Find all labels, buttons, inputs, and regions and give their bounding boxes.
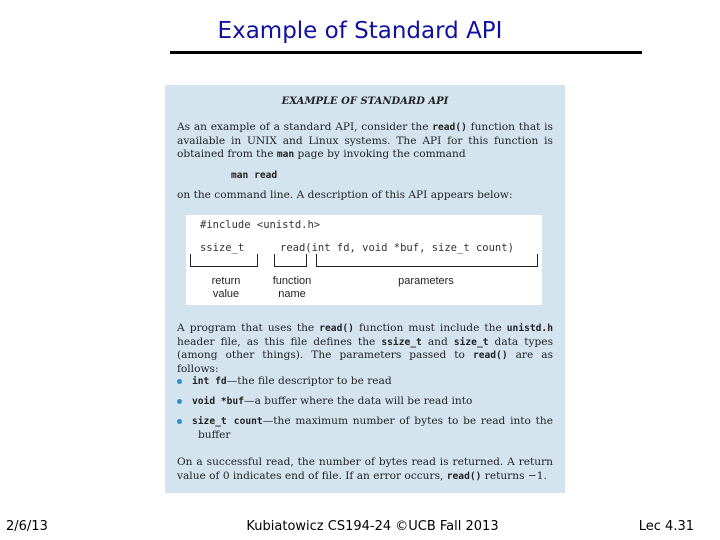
after-command-text: on the command line. A description of this API appears below: xyxy=(177,189,513,201)
return-paragraph xyxy=(177,456,553,483)
text: page by invoking the command xyxy=(294,148,466,160)
code-inline: void *buf xyxy=(192,396,244,407)
header-paragraph xyxy=(177,322,553,376)
text: are as follows: xyxy=(177,349,554,375)
text: returns −1. xyxy=(481,469,547,482)
label-line: name xyxy=(278,288,306,300)
api-signature-figure xyxy=(186,215,542,305)
code-inline: read() xyxy=(446,470,482,482)
label-line: return xyxy=(211,275,241,287)
code-inline: ssize_t xyxy=(381,336,422,348)
bullet-icon xyxy=(177,399,182,404)
text: header file, as this file defines the xyxy=(177,335,382,348)
text: A program that uses the xyxy=(177,322,320,334)
bullet-item xyxy=(177,415,553,442)
bullet-text: —a buffer where the data will be read into xyxy=(243,395,473,407)
bullet-item xyxy=(177,395,553,409)
code-inline: size_t xyxy=(453,336,489,348)
footer-lecture-number: Lec 4.31 xyxy=(638,519,694,534)
function-label xyxy=(262,275,322,301)
footer-course: Kubiatowicz CS194-24 ©UCB Fall 2013 xyxy=(246,519,499,534)
text: and xyxy=(421,335,454,348)
bullet-text: —the maximum number of bytes to be read into the buffer xyxy=(198,415,553,441)
label-line: function xyxy=(272,275,312,287)
code-inline: size_t count xyxy=(192,416,263,427)
function-signature: read(int fd, void *buf, size_t count) xyxy=(280,242,514,254)
parameters-bracket xyxy=(316,254,538,267)
slide-title: Example of Standard API xyxy=(217,18,503,44)
bullet-icon xyxy=(177,419,182,424)
return-label xyxy=(196,275,256,301)
title-divider xyxy=(170,51,642,54)
code-inline: unistd.h xyxy=(506,323,553,334)
textbook-sidebar-panel xyxy=(165,85,565,493)
bullet-item xyxy=(177,375,553,389)
code-inline: man xyxy=(276,149,295,160)
return-bracket xyxy=(190,254,258,267)
function-bracket xyxy=(274,254,307,267)
code-inline: read() xyxy=(472,350,508,361)
code-inline: read() xyxy=(432,122,467,133)
footer-date: 2/6/13 xyxy=(6,519,48,534)
code-inline: read() xyxy=(319,323,354,334)
bullet-icon xyxy=(177,379,182,384)
text: function must include the xyxy=(353,322,507,334)
command-example: man read xyxy=(231,170,278,181)
label-line: value xyxy=(212,288,240,300)
text: function that is available in UNIX and Linux systems. The API for this function is obtained from the xyxy=(177,121,553,160)
text: data types (among other things). The parameters passed to xyxy=(177,335,554,361)
code-inline: int fd xyxy=(192,376,227,387)
text: As an example of a standard API, consider the xyxy=(177,121,433,133)
parameters-label: parameters xyxy=(398,275,454,287)
text: On a successful read, the number of bytes read is returned. A return value of 0 indicates end of file. If an error occurs, xyxy=(177,456,553,482)
return-type: ssize_t xyxy=(200,242,245,254)
intro-paragraph xyxy=(177,121,553,162)
panel-heading: EXAMPLE OF STANDARD API xyxy=(281,96,449,107)
bullet-text: —the file descriptor to be read xyxy=(226,375,392,387)
include-line: #include <unistd.h> xyxy=(200,219,321,231)
